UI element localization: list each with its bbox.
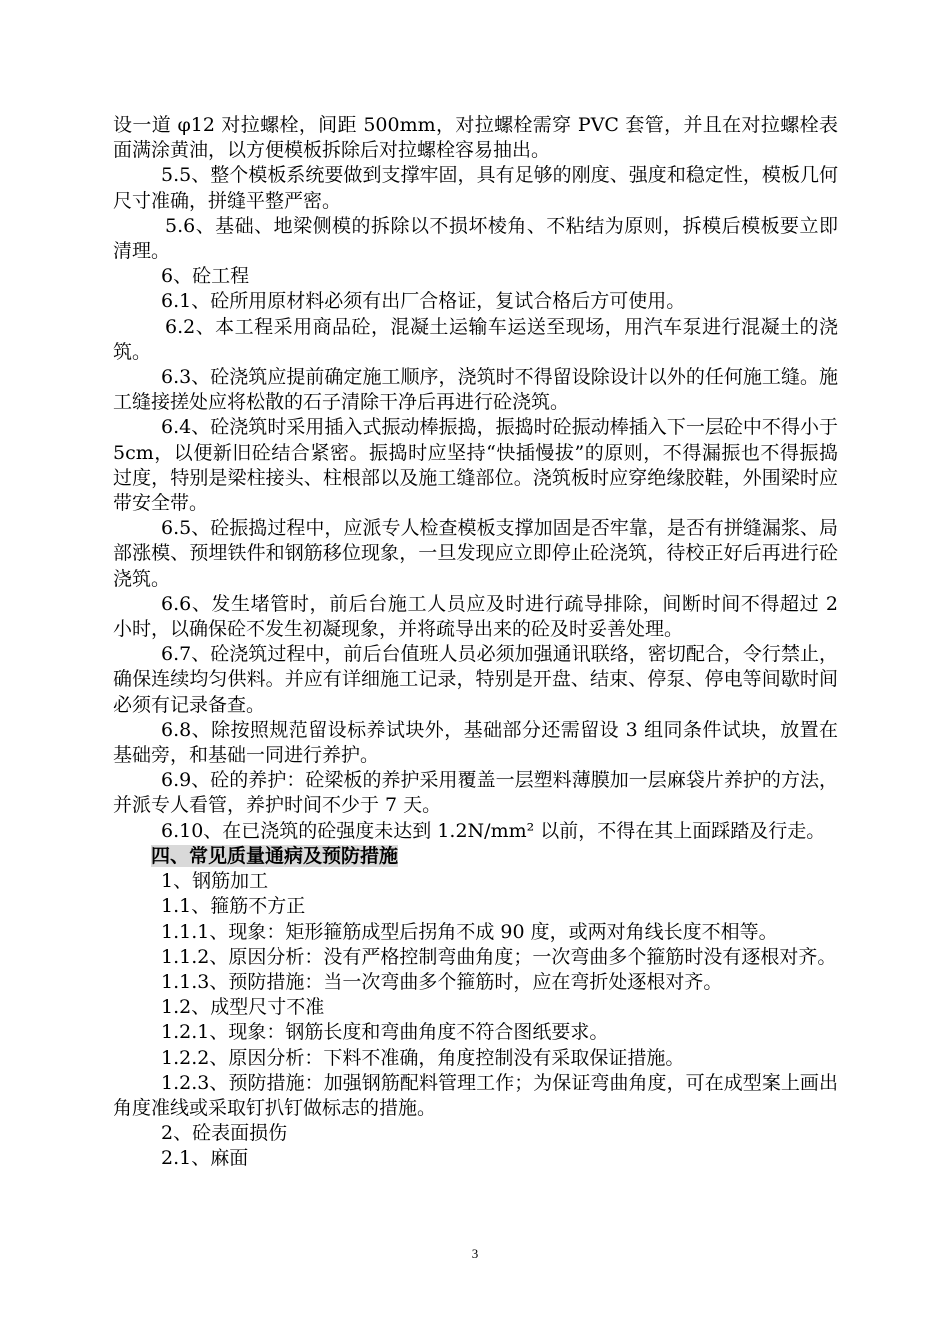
paragraph: 6.3、砼浇筑应提前确定施工顺序，浇筑时不得留设除设计以外的任何施工缝。施工缝接搓处应将松散的石子清除干净后再进行砼浇筑。	[113, 366, 838, 414]
list-item: 2、砼表面损伤	[161, 1122, 288, 1145]
page-number: 3	[471, 1246, 479, 1261]
paragraph: 6.4、砼浇筑时采用插入式振动棒振捣，振捣时砼振动棒插入下一层砼中不得小于 5cm，以便新旧砼结合紧密。振捣时应坚持“快插慢拔”的原则，不得漏振也不得振捣过度，特别是梁柱接头、柱根部以及施工缝部位。浇筑板时应穿绝缘胶鞋，外围梁时应带安全带。	[113, 416, 838, 515]
paragraph: 5.6、基础、地梁侧模的拆除以不损坏棱角、不粘结为原则，拆模后模板要立即清理。	[113, 214, 838, 263]
list-item: 1.1、箍筋不方正	[161, 895, 306, 918]
list-item: 1.1.2、原因分析：没有严格控制弯曲角度；一次弯曲多个箍筋时没有逐根对齐。	[161, 945, 837, 968]
paragraph: 6.1、砼所用原材料必须有出厂合格证，复试合格后方可使用。	[161, 290, 686, 313]
paragraph: 6、砼工程	[161, 265, 250, 288]
list-item: 1.1.1、现象：矩形箍筋成型后拐角不成 90 度，或两对角线长度不相等。	[161, 920, 778, 943]
list-item: 1.1.3、预防措施：当一次弯曲多个箍筋时，应在弯折处逐根对齐。	[161, 970, 723, 993]
paragraph: 5.5、整个模板系统要做到支撑牢固，具有足够的刚度、强度和稳定性，模板几何尺寸准确，拼缝平整严密。	[113, 164, 838, 212]
section-heading-text: 四、常见质量通病及预防措施	[151, 844, 399, 867]
list-item: 2.1、麻面	[161, 1147, 249, 1170]
page-body	[113, 113, 838, 1172]
paragraph: 6.10、在已浇筑的砼强度未达到 1.2N/mm² 以前，不得在其上面踩踏及行走。	[161, 819, 826, 842]
paragraph: 6.8、除按照规范留设标养试块外，基础部分还需留设 3 组同条件试块，放置在基础旁，和基础一同进行养护。	[113, 718, 838, 767]
list-item: 1.2.1、现象：钢筋长度和弯曲角度不符合图纸要求。	[161, 1021, 609, 1044]
list-item: 1、钢筋加工	[161, 870, 269, 893]
paragraph: 6.2、本工程采用商品砼，混凝土运输车运送至现场，用汽车泵进行混凝土的浇筑。	[113, 315, 838, 363]
list-item: 1.2、成型尺寸不准	[161, 996, 325, 1019]
paragraph: 6.6、发生堵管时，前后台施工人员应及时进行疏导排除，间断时间不得超过 2 小时，以确保砼不发生初凝现象，并将疏导出来的砼及时妥善处理。	[113, 592, 838, 641]
paragraph: 6.9、砼的养护：砼梁板的养护采用覆盖一层塑料薄膜加一层麻袋片养护的方法，并派专人看管，养护时间不少于 7 天。	[113, 769, 838, 817]
list-item: 1.2.2、原因分析：下料不准确，角度控制没有采取保证措施。	[161, 1046, 685, 1069]
section-heading	[113, 844, 838, 869]
paragraph: 设一道 φ12 对拉螺栓，间距 500mm，对拉螺栓需穿 PVC 套管，并且在对拉螺栓表面满涂黄油，以方便模板拆除后对拉螺栓容易抽出。	[113, 114, 838, 162]
paragraph: 6.5、砼振捣过程中，应派专人检查模板支撑加固是否牢靠，是否有拼缝漏浆、局部涨模、预埋铁件和钢筋移位现象，一旦发现应立即停止砼浇筑，待校正好后再进行砼浇筑。	[113, 517, 838, 590]
list-item: 1.2.3、预防措施：加强钢筋配料管理工作；为保证弯曲角度，可在成型案上画出角度准线或采取钉扒钉做标志的措施。	[113, 1071, 838, 1119]
paragraph: 6.7、砼浇筑过程中，前后台值班人员必须加强通讯联络，密切配合，令行禁止，确保连续均匀供料。并应有详细施工记录，特别是开盘、结束、停泵、停电等间歇时间必须有记录备查。	[113, 643, 838, 716]
